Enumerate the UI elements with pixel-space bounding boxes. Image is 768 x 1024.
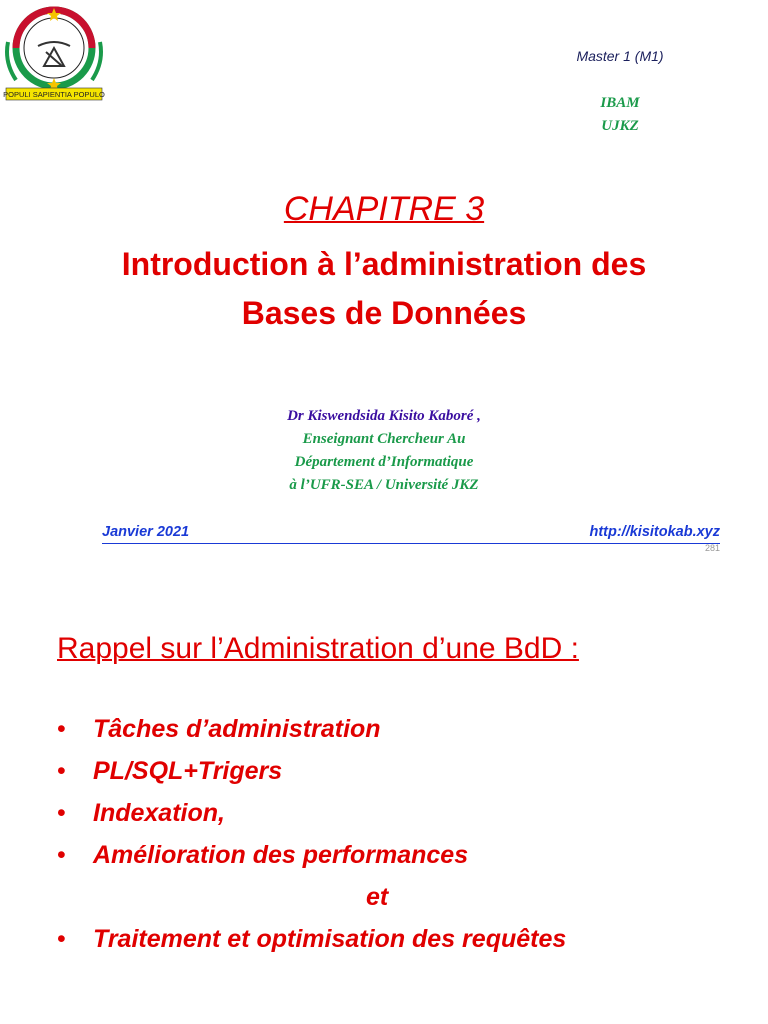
bullet-text: Amélioration des performances (93, 841, 469, 869)
subtitle-line-1: Introduction à l’administration des (121, 246, 647, 282)
author-dept: Département d’Informatique (294, 454, 474, 470)
level-label: Master 1 (M1) (576, 48, 664, 64)
chapter-title: CHAPITRE 3 (283, 190, 485, 228)
bullet-icon: • (57, 715, 66, 743)
slide2-heading: Rappel sur l’Administration d’une BdD : (57, 632, 579, 665)
bullet-icon: • (57, 799, 66, 827)
bullet-item (57, 841, 468, 870)
institute-label: IBAM (600, 95, 640, 111)
bullet-item (57, 799, 225, 828)
bullet-item (57, 715, 381, 744)
footer-date: Janvier 2021 (102, 524, 190, 540)
page-number: 281 (704, 543, 720, 553)
footer-url[interactable]: http://kisitokab.xyz (589, 524, 720, 540)
slide-footer (102, 524, 720, 544)
university-logo (2, 2, 106, 106)
bullet-item (57, 925, 566, 954)
subtitle-line-2: Bases de Données (241, 295, 527, 331)
bullet-icon: • (57, 757, 66, 785)
author-role: Enseignant Chercheur Au (302, 431, 466, 447)
bullet-icon: • (57, 841, 66, 869)
university-label: UJKZ (601, 118, 639, 134)
bullet-text: Indexation, (93, 799, 225, 827)
svg-text:POPULI SAPIENTIA POPULO: POPULI SAPIENTIA POPULO (3, 90, 105, 99)
author-name: Dr Kiswendsida Kisito Kaboré , (287, 408, 481, 424)
bullet-text: Traitement et optimisation des requêtes (93, 925, 567, 953)
bullet-icon: • (57, 925, 66, 953)
bullet-item (57, 757, 282, 786)
bullet-text: PL/SQL+Trigers (93, 757, 283, 785)
connector-text: et (366, 883, 389, 911)
bullet-text: Tâches d’administration (93, 715, 381, 743)
author-affiliation: à l’UFR-SEA / Université JKZ (289, 477, 479, 493)
